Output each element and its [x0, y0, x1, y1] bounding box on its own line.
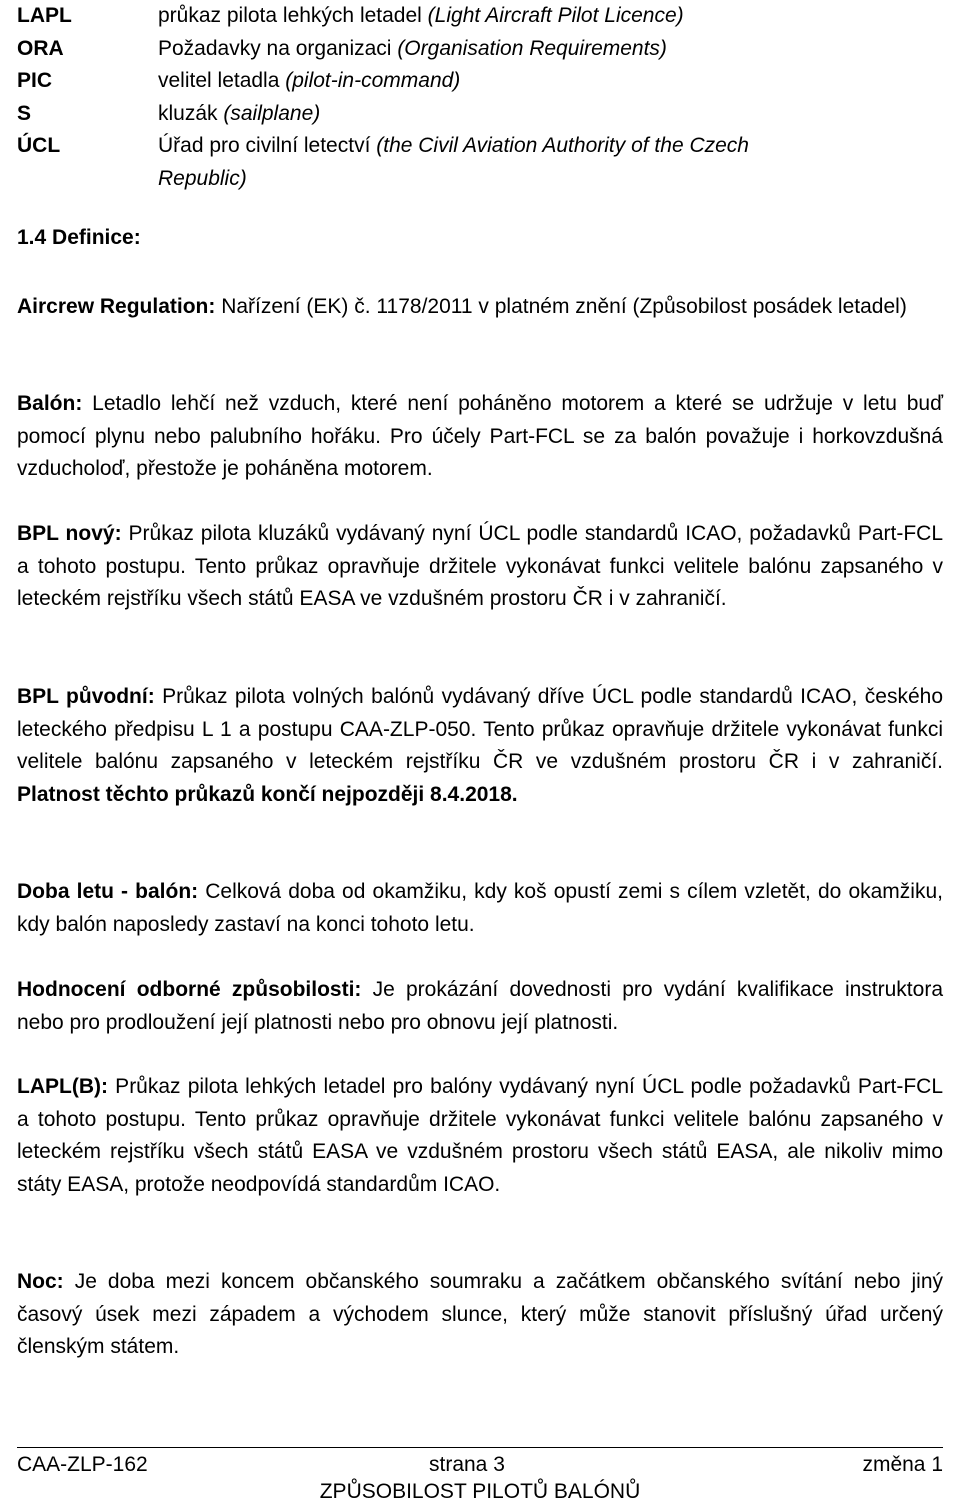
definition-text: Průkaz pilota kluzáků vydávaný nyní ÚCL podle standardů ICAO, požadavků Part-FCL a tohoto postupu. Tento průkaz opravňuje držitele vykonávat funkci velitele balónu zapsaného v leteckém rejstříku všech států EASA ve vzdušném prostoru ČR i v zahraničí.: [17, 522, 943, 611]
definition-hodnoceni: [17, 974, 943, 1039]
abbreviation-code: ÚCL: [17, 134, 61, 157]
definition-text: Průkaz pilota lehkých letadel pro balóny vydávaný nyní ÚCL podle požadavků Part-FCL a tohoto postupu. Tento průkaz opravňuje držitele vykonávat funkci velitele balónu zapsaného v leteckém rejstříku všech států EASA ve vzdušném prostoru všech států EASA, ale nikoliv mimo státy EASA, protože neodpovídá standardům ICAO.: [17, 1075, 943, 1196]
definition-aircrew-regulation: [17, 291, 943, 324]
abbreviation-text: Úřad pro civilní letectví (the Civil Aviation Authority of the Czech: [158, 134, 749, 157]
abbreviation-code: ORA: [17, 36, 64, 60]
footer-doc-code: CAA-ZLP-162: [17, 1453, 148, 1476]
abbreviation-text: průkaz pilota lehkých letadel (Light Aircraft Pilot Licence): [158, 4, 684, 27]
abbreviation-list: [17, 0, 947, 195]
definition-text: Celková doba od okamžiku, kdy koš opustí zemi s cílem vzletět, do okamžiku, kdy balón naposledy zastaví na konci tohoto letu.: [17, 880, 943, 936]
definition-text: Nařízení (EK) č. 1178/2011 v platném znění (Způsobilost posádek letadel): [215, 295, 907, 318]
abbreviation-code: PIC: [17, 69, 53, 92]
definition-text: Je doba mezi koncem občanského soumraku a začátkem občanského svítání nebo jiný časový úsek mezi západem a východem slunce, který může stanovit příslušný úřad určený členským státem.: [17, 1270, 943, 1359]
definition-term: Balón:: [17, 392, 83, 415]
abbreviation-code: S: [17, 101, 32, 125]
abbreviation-row: [17, 65, 947, 98]
abbreviation-text: velitel letadla (pilot-in-command): [158, 69, 461, 92]
abbreviation-row: [17, 33, 947, 66]
footer-page-number: strana 3: [429, 1453, 505, 1476]
definition-bpl-novy: [17, 518, 943, 616]
definition-text: Je prokázání dovednosti pro vydání kvalifikace instruktora nebo pro prodloužení její platnosti nebo pro obnovu její platnosti.: [17, 978, 943, 1034]
abbreviation-text: kluzák (sailplane): [158, 101, 321, 125]
definition-noc: [17, 1266, 943, 1364]
abbreviation-text-continuation: Republic): [158, 166, 247, 190]
footer-title: ZPŮSOBILOST PILOTŮ BALÓNŮ: [319, 1480, 641, 1503]
definition-term: Aircrew Regulation:: [17, 295, 216, 318]
footer-revision: změna 1: [862, 1453, 943, 1476]
definition-text: Průkaz pilota volných balónů vydávaný dříve ÚCL podle standardů ICAO, českého leteckého předpisu L 1 a postupu CAA-ZLP-050. Tento průkaz opravňuje držitele vykonávat funkci velitele balónu zapsaného v leteckém rejstříku ČR ve vzdušném prostoru ČR i v zahraničí.: [17, 685, 943, 774]
definition-term: BPL nový:: [17, 522, 122, 545]
definition-term: Noc:: [17, 1270, 64, 1293]
definition-term: LAPL(B):: [17, 1075, 108, 1098]
abbreviation-text: Požadavky na organizaci (Organisation Requirements): [158, 36, 667, 60]
section-heading: 1.4 Definice:: [17, 226, 141, 249]
page-footer: [17, 1447, 943, 1506]
definition-term: Hodnocení odborné způsobilosti:: [17, 978, 362, 1001]
definition-term: Doba letu - balón:: [17, 880, 199, 903]
abbreviation-row: [17, 98, 947, 131]
abbreviation-row: [17, 0, 947, 33]
definition-lapl-b: [17, 1071, 943, 1201]
abbreviation-row-continuation: [17, 163, 947, 196]
definition-term: BPL původní:: [17, 685, 155, 708]
definition-validity-note: Platnost těchto průkazů končí nejpozději 8.4.2018.: [17, 782, 518, 806]
definition-doba-letu: [17, 876, 943, 941]
abbreviation-code: LAPL: [17, 4, 72, 27]
abbreviation-row: [17, 130, 947, 163]
definition-balon: [17, 388, 943, 486]
definition-bpl-puvodni: [17, 681, 943, 811]
definition-text: Letadlo lehčí než vzduch, které není poháněno motorem a které se udržuje v letu buď pomocí plynu nebo palubního hořáku. Pro účely Part-FCL se za balón považuje i horkovzdušná vzducholoď, přestože je poháněna motorem.: [17, 392, 943, 481]
